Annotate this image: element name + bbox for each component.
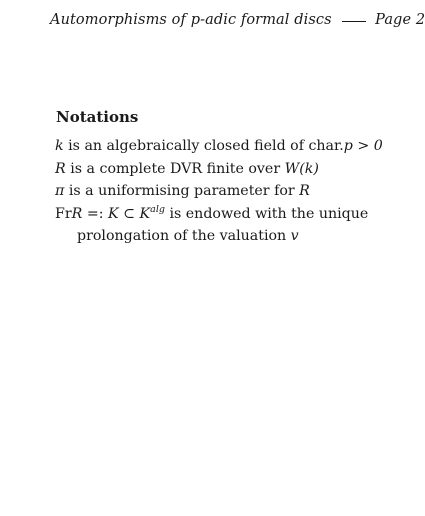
notation-line-2 bbox=[55, 158, 383, 181]
math-expr: R bbox=[299, 183, 310, 199]
notation-text: is a uniformising parameter for bbox=[64, 183, 300, 199]
var-pi: π bbox=[55, 183, 65, 199]
header-rule bbox=[342, 21, 366, 22]
superscript-alg: alg bbox=[150, 203, 165, 215]
notation-line-3 bbox=[55, 180, 383, 203]
var-k: k bbox=[55, 138, 64, 154]
section-title: Notations bbox=[56, 108, 139, 126]
notation-text: is an algebraically closed field of char. bbox=[63, 138, 344, 154]
notation-text: is endowed with the unique bbox=[164, 205, 369, 222]
math-op: =: bbox=[82, 205, 109, 222]
math-expr: p > 0 bbox=[343, 138, 383, 154]
notation-line-5 bbox=[55, 225, 383, 248]
var-v: v bbox=[290, 228, 299, 244]
notation-line-1 bbox=[55, 135, 383, 158]
math-op: ⊂ bbox=[118, 205, 140, 222]
header-title-suffix: -adic formal discs bbox=[200, 12, 332, 28]
math-expr: W(k) bbox=[284, 160, 319, 177]
var-R: R bbox=[71, 205, 83, 222]
notation-text: is a complete DVR finite over bbox=[65, 160, 285, 177]
var-K-alg: K bbox=[139, 205, 151, 222]
fr-label: Fr bbox=[55, 205, 72, 222]
var-K: K bbox=[108, 205, 119, 222]
header-title-var: p bbox=[190, 12, 201, 28]
running-header bbox=[50, 12, 425, 28]
notation-list bbox=[55, 135, 383, 248]
var-R: R bbox=[55, 160, 66, 177]
notation-text: prolongation of the valuation bbox=[77, 228, 291, 244]
header-title-prefix: Automorphisms of bbox=[50, 12, 191, 28]
page-number: Page 2 bbox=[375, 12, 425, 28]
notation-line-4 bbox=[55, 203, 383, 226]
